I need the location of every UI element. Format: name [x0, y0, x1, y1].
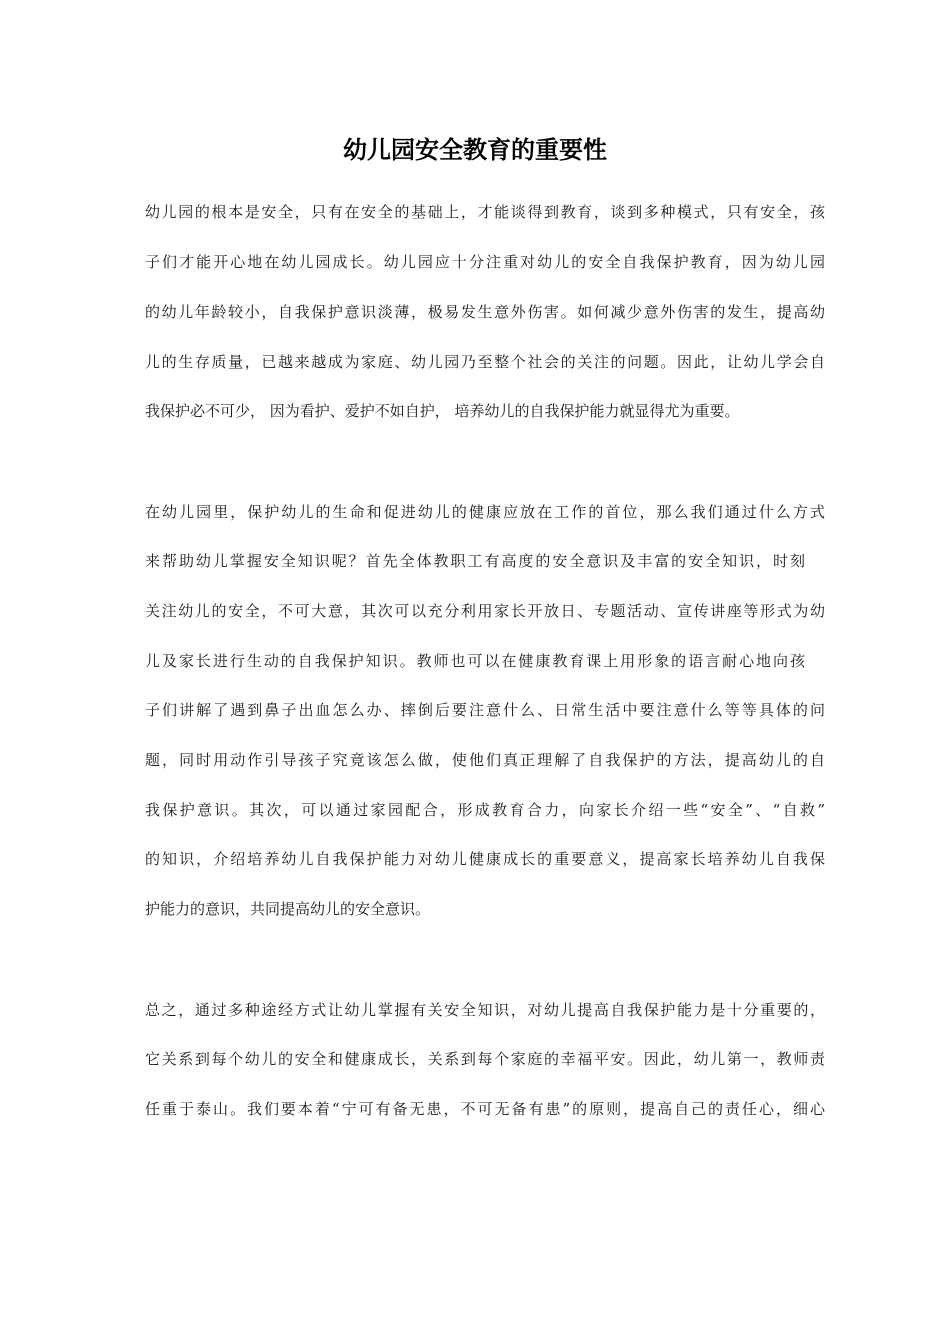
paragraph-2-line-8: 的知识，介绍培养幼儿自我保护能力对幼儿健康成长的重要意义，提高家长培养幼儿自我保 — [145, 850, 825, 868]
paragraph-2-line-5: 子们讲解了遇到鼻子出血怎么办、摔倒后要注意什么、日常生活中要注意什么等等具体的问 — [145, 701, 825, 719]
document-title: 幼儿园安全教育的重要性 — [343, 135, 607, 164]
paragraph-2-line-9: 护能力的意识，共同提高幼儿的安全意识。 — [145, 900, 431, 918]
paragraph-3-line-3: 任重于泰山。我们要本着“宁可有备无患，不可无备有患”的原则，提高自己的责任心，细心 — [145, 1100, 825, 1118]
paragraph-1-line-1: 幼儿园的根本是安全，只有在安全的基础上，才能谈得到教育，谈到多种模式，只有安全，孩 — [145, 203, 825, 221]
paragraph-1-line-2: 子们才能开心地在幼儿园成长。幼儿园应十分注重对幼儿的安全自我保护教育，因为幼儿园 — [145, 253, 825, 271]
paragraph-2-line-1: 在幼儿园里，保护幼儿的生命和促进幼儿的健康应放在工作的首位，那么我们通过什么方式 — [145, 503, 825, 521]
paragraph-2-line-7: 我保护意识。其次，可以通过家园配合，形成教育合力，向家长介绍一些“安全”、“自救” — [145, 801, 825, 819]
paragraph-1-line-5: 我保护必不可少， 因为看护、爱护不如自护， 培养幼儿的自我保护能力就显得尤为重要。 — [145, 402, 740, 420]
paragraph-1-line-4: 儿的生存质量，已越来越成为家庭、幼儿园乃至整个社会的关注的问题。因此，让幼儿学会自 — [145, 353, 825, 371]
paragraph-2-line-2: 来帮助幼儿掌握安全知识呢？首先全体教职工有高度的安全意识及丰富的安全知识，时刻 — [145, 552, 805, 570]
paragraph-1-line-3: 的幼儿年龄较小，自我保护意识淡薄，极易发生意外伤害。如何减少意外伤害的发生，提高幼 — [145, 303, 825, 321]
paragraph-2-line-4: 儿及家长进行生动的自我保护知识。教师也可以在健康教育课上用形象的语言耐心地向孩 — [145, 652, 805, 670]
paragraph-2-line-3: 关注幼儿的安全，不可大意，其次可以充分利用家长开放日、专题活动、宣传讲座等形式为幼 — [145, 602, 825, 620]
paragraph-2-line-6: 题，同时用动作引导孩子究竟该怎么做，使他们真正理解了自我保护的方法，提高幼儿的自 — [145, 751, 825, 769]
paragraph-3-line-2: 它关系到每个幼儿的安全和健康成长，关系到每个家庭的幸福平安。因此，幼儿第一，教师责 — [145, 1050, 825, 1068]
paragraph-3-line-1: 总之，通过多种途经方式让幼儿掌握有关安全知识，对幼儿提高自我保护能力是十分重要的， — [145, 1001, 825, 1019]
